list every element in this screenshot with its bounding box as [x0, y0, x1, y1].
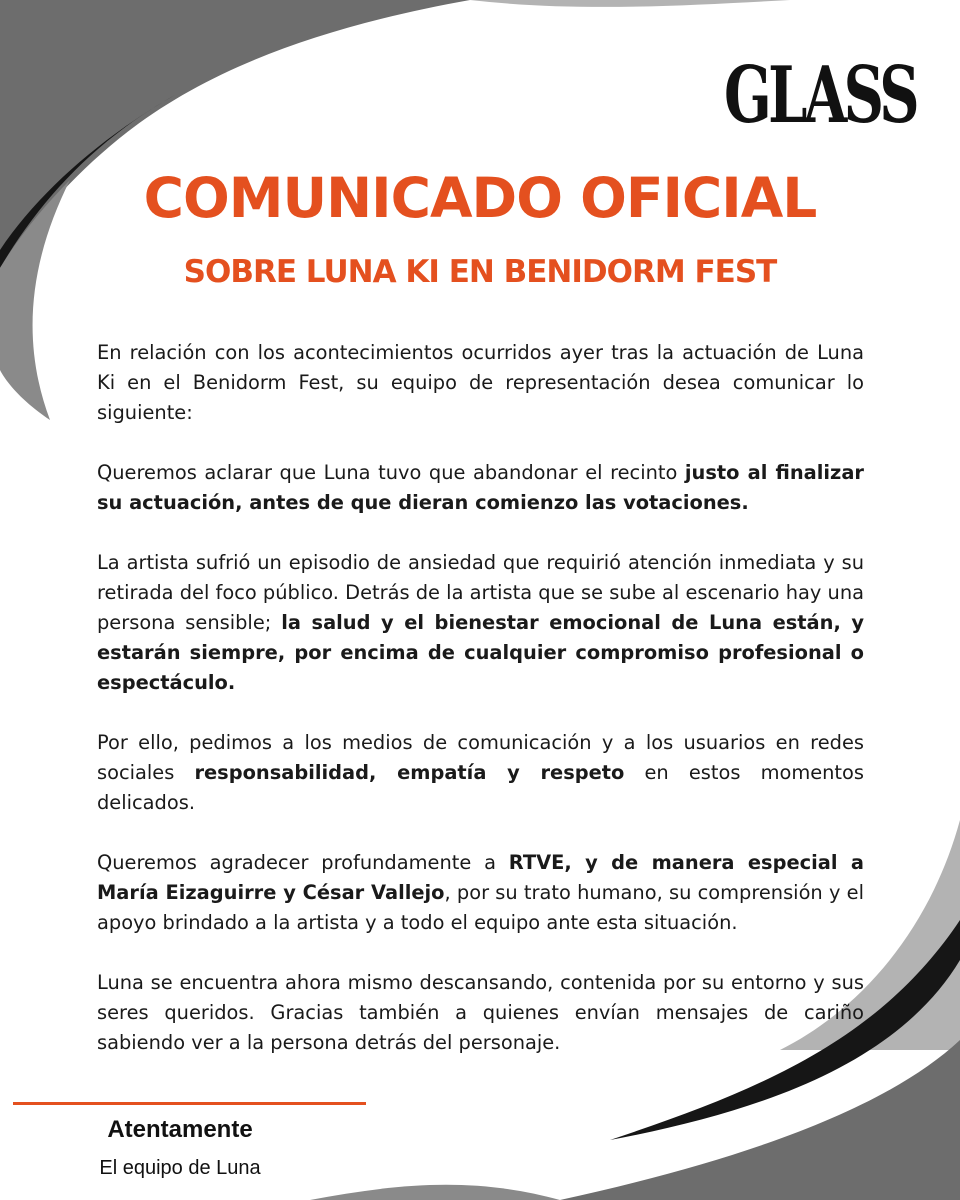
- paragraph-6: [97, 968, 864, 1058]
- paragraph-5-text-b: , por su trato humano, su comprensión y el apoyo brindado a la artista y a todo el equipo ante esta situación.: [97, 881, 864, 934]
- paragraph-5-emphasis: RTVE, y de manera especial a María Eizaguirre y César Vallejo: [97, 851, 865, 904]
- page-subtitle: SOBRE LUNA KI EN BENIDORM FEST: [183, 254, 777, 290]
- bottom-left-gray-band: [310, 1185, 560, 1200]
- paragraph-2: [97, 458, 864, 518]
- paragraph-5: [97, 848, 864, 938]
- paragraph-1: [97, 338, 864, 428]
- paragraph-4-text-b: en estos momentos delicados.: [97, 761, 864, 814]
- signature-closing: Atentamente: [107, 1116, 253, 1143]
- page-title: COMUNICADO OFICIAL: [143, 166, 817, 230]
- paragraph-1-text: En relación con los acontecimientos ocurridos ayer tras la actuación de Luna Ki en el Benidorm Fest, su equipo de representación desea comunicar lo siguiente:: [97, 341, 864, 424]
- paragraph-4: [97, 728, 864, 818]
- paragraph-3: [97, 548, 864, 698]
- paragraph-5-text-a: Queremos agradecer profundamente a: [97, 851, 509, 874]
- glass-logo: [724, 52, 920, 132]
- glass-logo-text: GLASS: [724, 52, 917, 132]
- paragraph-3-emphasis: la salud y el bienestar emocional de Luna están, y estarán siempre, por encima de cualquier compromiso profesional o espectáculo.: [97, 611, 864, 694]
- statement-body: [97, 338, 864, 1088]
- paragraph-6-text: Luna se encuentra ahora mismo descansando, contenida por su entorno y sus seres queridos. Gracias también a quienes envían mensajes de cariño sabiendo ver a la persona detrás del personaje.: [97, 971, 864, 1054]
- paragraph-4-emphasis: responsabilidad, empatía y respeto: [194, 761, 625, 784]
- signature-divider: [13, 1102, 366, 1105]
- paragraph-2-text: Queremos aclarar que Luna tuvo que abandonar el recinto: [97, 461, 685, 484]
- paragraph-3-text: La artista sufrió un episodio de ansiedad que requirió atención inmediata y su retirada del foco público. Detrás de la artista que se sube al escenario hay una persona sensible;: [97, 551, 864, 634]
- top-light-gray-band: [470, 0, 790, 7]
- paragraph-4-text-a: Por ello, pedimos a los medios de comunicación y a los usuarios en redes sociales: [97, 731, 864, 784]
- paragraph-2-emphasis: justo al finalizar su actuación, antes de que dieran comienzo las votaciones.: [97, 461, 864, 514]
- signature-name: El equipo de Luna: [99, 1157, 261, 1179]
